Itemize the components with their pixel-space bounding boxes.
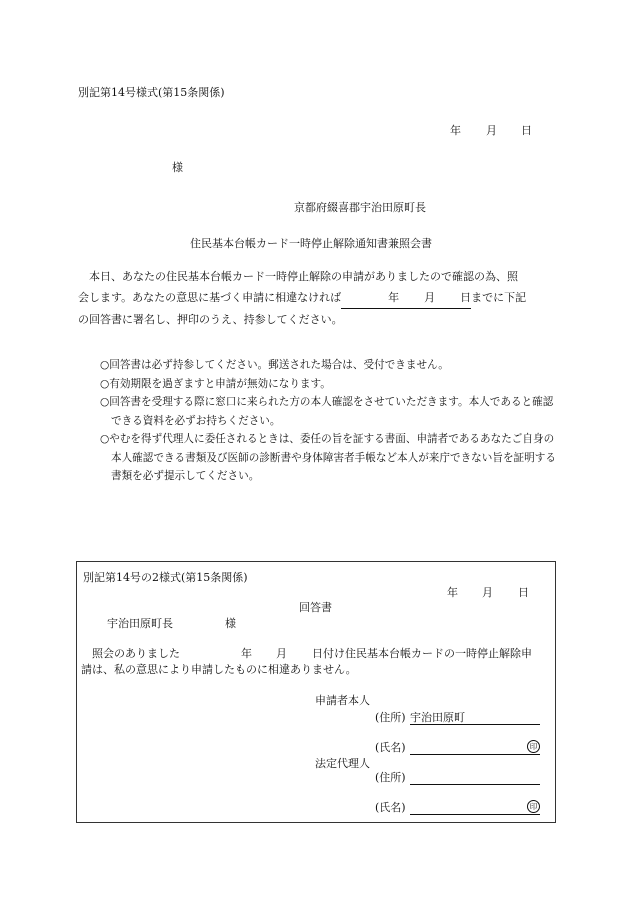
body-line-2-post: までに下記	[471, 291, 527, 304]
body-line-1: 本日、あなたの住民基本台帳カード一時停止解除の申請がありましたので確認の為、照	[89, 270, 518, 283]
deadline-year: 年	[388, 291, 400, 304]
reply-body-year: 年	[241, 647, 252, 660]
address-label: (住所)	[375, 711, 406, 724]
reply-date-day: 日	[518, 586, 529, 599]
deadline-month: 月	[424, 291, 436, 304]
reply-addressee-suffix: 様	[225, 617, 236, 630]
agent-address-label: (住所)	[375, 771, 406, 784]
reply-title: 回答書	[299, 601, 332, 614]
document-title: 住民基本台帳カード一時停止解除通知書兼照会書	[190, 237, 432, 250]
deadline-date-blank	[341, 287, 471, 309]
agent-label: 法定代理人	[315, 757, 370, 770]
reply-body-pre: 照会のありました	[92, 647, 180, 660]
reply-body-month: 月	[276, 647, 287, 660]
reply-form-label: 別記第14号の2様式(第15条関係)	[83, 571, 248, 584]
agent-address-line	[410, 784, 540, 785]
notes-list	[100, 356, 558, 486]
reply-form-box	[76, 561, 556, 823]
body-line-2	[78, 287, 558, 309]
note-item: ○回答書を受理する際に窓口に来られた方の本人確認をさせていただきます。本人であると確認できる資料を必ずお持ちください。	[100, 396, 554, 427]
reply-body-line-2: 請は、私の意思により申請したものに相違ありません。	[81, 663, 357, 676]
reply-date-month: 月	[482, 586, 493, 599]
addressee-suffix: 様	[172, 161, 183, 174]
date-month: 月	[486, 124, 497, 137]
seal-mark: 印	[527, 740, 540, 753]
name-line	[410, 754, 540, 755]
sender: 京都府綴喜郡宇治田原町長	[294, 201, 426, 214]
name-label: (氏名)	[375, 741, 406, 754]
applicant-label: 申請者本人	[315, 694, 370, 707]
reply-body-post: 日付け住民基本台帳カードの一時停止解除申	[312, 647, 532, 660]
address-line	[410, 724, 540, 725]
body-line-2-pre: 会します。あなたの意思に基づく申請に相違なければ	[78, 291, 342, 304]
note-item: ○回答書は必ず持参してください。郵送された場合は、受付できません。	[100, 359, 449, 371]
form-label: 別記第14号様式(第15条関係)	[78, 86, 225, 99]
address-value: 宇治田原町	[410, 711, 465, 724]
note-item: ○やむを得ず代理人に委任されるときは、委任の旨を証する書面、申請者であるあなたご自身の本人確認できる書類及び医師の診断書や身体障害者手帳など本人が来庁できない旨を証明する書類を必ず提示してください。	[100, 433, 556, 482]
reply-date-year: 年	[447, 586, 458, 599]
date-year: 年	[450, 124, 461, 137]
reply-addressee: 宇治田原町長	[107, 617, 173, 630]
body-line-3: の回答書に署名し、押印のうえ、持参してください。	[78, 313, 343, 326]
agent-name-label: (氏名)	[375, 801, 406, 814]
body-paragraph	[78, 266, 558, 330]
deadline-day: 日	[460, 291, 472, 304]
note-item: ○有効期限を過ぎますと申請が無効になります。	[100, 377, 331, 390]
agent-name-line	[410, 814, 540, 815]
agent-seal-mark: 印	[527, 800, 540, 813]
date-day: 日	[521, 124, 532, 137]
